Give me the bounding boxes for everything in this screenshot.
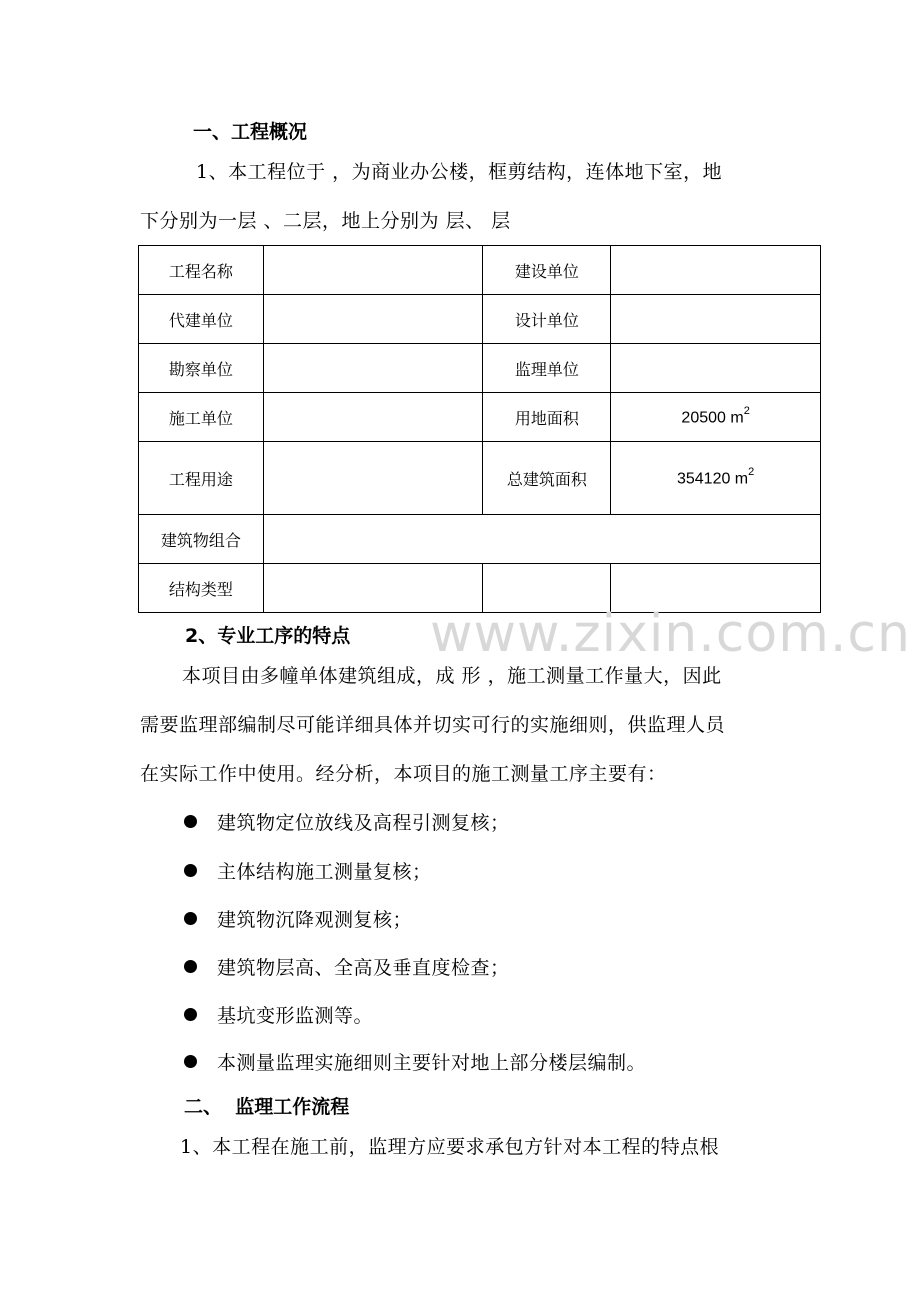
table-value <box>611 295 821 344</box>
table-label: 设计单位 <box>483 295 611 344</box>
table-value <box>263 295 483 344</box>
bullet-icon <box>184 815 197 828</box>
table-label: 施工单位 <box>139 393 264 442</box>
area-unit-exponent: 2 <box>743 404 750 417</box>
bullet-icon <box>184 1008 197 1021</box>
table-row <box>139 393 821 442</box>
area-number: 354120 m <box>676 470 749 488</box>
table-label: 代建单位 <box>139 295 264 344</box>
land-area-value <box>611 393 821 442</box>
list-item-text: 建筑物沉降观测复核； <box>217 908 413 931</box>
bullet-icon <box>184 912 197 925</box>
list-item-text: 本测量监理实施细则主要针对地上部分楼层编制。 <box>217 1051 647 1074</box>
table-label: 建设单位 <box>483 246 611 295</box>
table-row <box>139 344 821 393</box>
table-value <box>611 344 821 393</box>
section-heading-overview: 一、工程概况 <box>193 121 308 143</box>
table-row <box>139 442 821 515</box>
list-item <box>184 1050 646 1072</box>
section-heading-process-features: 2、专业工序的特点 <box>185 625 351 647</box>
list-item <box>184 955 510 977</box>
list-item <box>184 1003 373 1025</box>
area-number: 20500 m <box>681 409 744 427</box>
table-value <box>263 246 483 295</box>
table-value <box>263 393 483 442</box>
list-item <box>184 810 510 832</box>
table-row <box>139 295 821 344</box>
table-label: 工程用途 <box>139 442 264 515</box>
paragraph-line: 在实际工作中使用。经分析，本项目的施工测量工序主要有： <box>140 763 667 785</box>
bullet-icon <box>184 1055 197 1068</box>
list-item-text: 建筑物层高、全高及垂直度检查； <box>217 956 510 979</box>
table-label: 工程名称 <box>139 246 264 295</box>
table-label: 总建筑面积 <box>483 442 611 515</box>
list-item-text: 基坑变形监测等。 <box>217 1004 374 1027</box>
table-label: 勘察单位 <box>139 344 264 393</box>
project-info-table <box>138 245 821 613</box>
area-unit-exponent: 2 <box>748 465 755 478</box>
table-value <box>611 246 821 295</box>
table-value <box>263 344 483 393</box>
list-item <box>184 859 432 881</box>
table-label: 用地面积 <box>483 393 611 442</box>
table-label: 建筑物组合 <box>139 515 264 564</box>
table-value <box>263 515 820 564</box>
table-label: 监理单位 <box>483 344 611 393</box>
paragraph-line: 1、本工程在施工前，监理方应要求承包方针对本工程的特点根 <box>180 1136 720 1158</box>
bullet-icon <box>184 960 197 973</box>
paragraph-line: 需要监理部编制尽可能详细具体并切实可行的实施细则，供监理人员 <box>140 714 726 736</box>
table-value <box>263 442 483 515</box>
paragraph-line: 本项目由多幢单体建筑组成，成 形 ，施工测量工作量大，因此 <box>182 665 722 687</box>
list-item-text: 主体结构施工测量复核； <box>217 860 432 883</box>
section-heading-supervision-workflow: 二、 监理工作流程 <box>184 1096 350 1118</box>
watermark: www.zixin.com.cn <box>430 604 911 664</box>
table-row <box>139 246 821 295</box>
paragraph-line: 下分别为一层 、二层，地上分别为 层、 层 <box>140 210 511 232</box>
table-row <box>139 515 821 564</box>
table-label: 结构类型 <box>139 564 264 613</box>
paragraph-line: 1、本工程位于 ，为商业办公楼，框剪结构，连体地下室，地 <box>196 161 723 183</box>
list-item-text: 建筑物定位放线及高程引测复核； <box>217 811 510 834</box>
total-area-value <box>611 442 821 515</box>
list-item <box>184 907 412 929</box>
bullet-icon <box>184 864 197 877</box>
